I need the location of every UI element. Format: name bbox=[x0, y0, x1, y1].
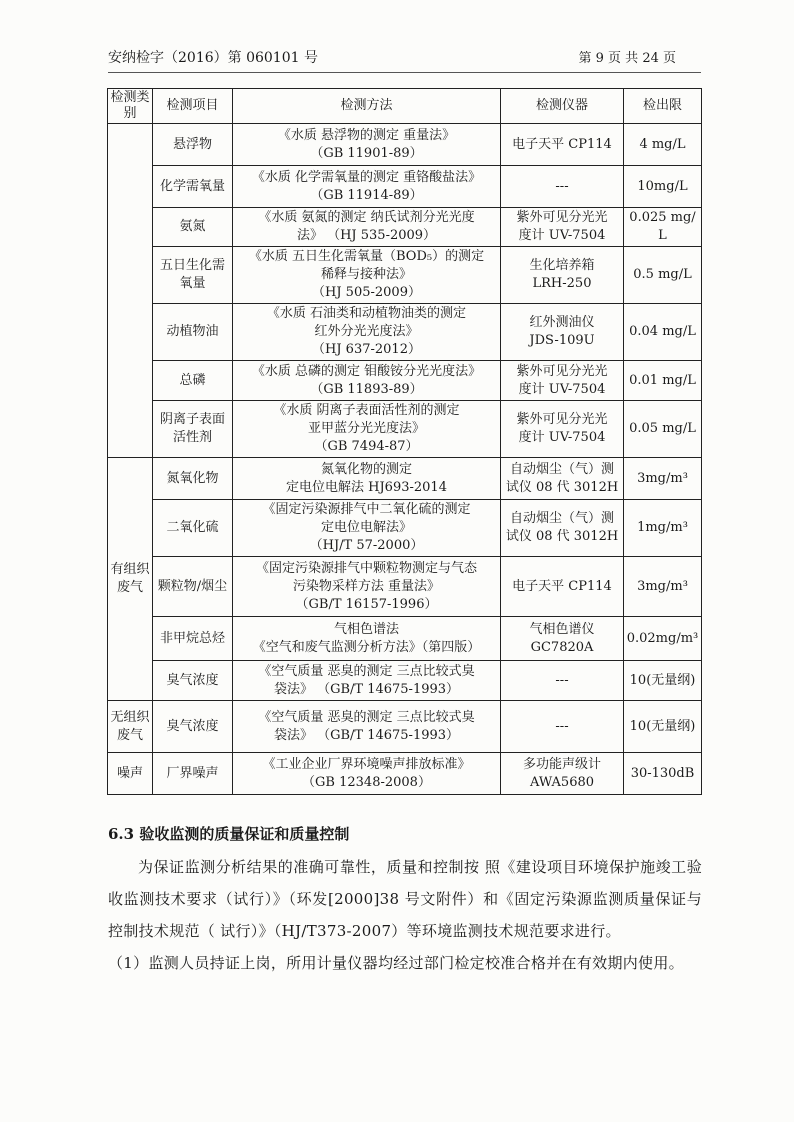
instrument-line: 度计 UV-7504 bbox=[518, 430, 606, 445]
method-line: （GB 7494-87） bbox=[314, 439, 419, 454]
item-cell: 阴离子表面活性剂 bbox=[153, 401, 233, 458]
instrument-line: 气相色谱仪 bbox=[529, 621, 595, 637]
table-body bbox=[108, 124, 702, 795]
instrument-cell bbox=[501, 361, 624, 401]
limit-cell: 4 mg/L bbox=[624, 124, 702, 166]
method-cell bbox=[233, 701, 501, 753]
method-line: （GB 12348-2008） bbox=[302, 774, 431, 790]
paragraph: 为保证监测分析结果的准确可靠性，质量和控制按 照《建设项目环境保护施竣工验收监测技术要求（试行）》（环发[2000]38 号文附件）和《固定污染源监测质量保证与控制技术规范（ 试行）》（HJ/T373-2007）等环境监测技术规范要求进行。 bbox=[108, 858, 702, 940]
limit-cell: 1mg/m³ bbox=[624, 500, 702, 557]
method-line: 污染物采样方法 重量法》 bbox=[292, 578, 441, 594]
instrument-line: LRH-250 bbox=[532, 276, 592, 291]
method-line: （GB 11901-89） bbox=[310, 145, 423, 161]
table-row bbox=[108, 304, 702, 361]
method-cell bbox=[233, 361, 501, 401]
instrument-cell bbox=[501, 124, 624, 166]
method-cell bbox=[233, 304, 501, 361]
method-line: 《固定污染源排气中二氧化硫的测定 bbox=[262, 502, 471, 517]
item-cell: 动植物油 bbox=[153, 304, 233, 361]
method-line: 《空气和废气监测分析方法》（第四版） bbox=[252, 639, 481, 655]
header-item: 检测项目 bbox=[153, 89, 233, 124]
method-line: （HJ 505-2009） bbox=[312, 285, 421, 300]
instrument-cell bbox=[501, 500, 624, 557]
instrument-line: --- bbox=[555, 178, 569, 194]
method-line: 亚甲蓝分光光度法》 bbox=[307, 421, 425, 436]
instrument-line: 紫外可见分光光 bbox=[516, 363, 608, 379]
method-line: 定电位电解法》 bbox=[320, 520, 412, 535]
limit-cell: 0.02mg/m³ bbox=[624, 617, 702, 661]
method-line: 《水质 氨氮的测定 纳氏试剂分光光度 bbox=[258, 210, 475, 225]
item-cell: 颗粒物/烟尘 bbox=[153, 557, 233, 617]
limit-cell: 30-130dB bbox=[624, 753, 702, 795]
instrument-line: 度计 UV-7504 bbox=[518, 381, 606, 397]
method-line: 《水质 悬浮物的测定 重量法》 bbox=[277, 127, 456, 143]
item-cell: 总磷 bbox=[153, 361, 233, 401]
instrument-line: 度计 UV-7504 bbox=[518, 228, 606, 243]
method-line: 《水质 阴离子表面活性剂的测定 bbox=[273, 403, 460, 418]
header-limit: 检出限 bbox=[624, 89, 702, 124]
instrument-cell bbox=[501, 661, 624, 701]
table-row bbox=[108, 753, 702, 795]
method-line: （GB 11893-89） bbox=[310, 381, 423, 397]
limit-cell: 10(无量纲) bbox=[624, 661, 702, 701]
detection-methods-table bbox=[107, 88, 702, 795]
instrument-cell bbox=[501, 304, 624, 361]
method-line: 《水质 石油类和动植物油类的测定 bbox=[266, 306, 467, 321]
instrument-line: 紫外可见分光光 bbox=[516, 412, 608, 427]
method-cell bbox=[233, 208, 501, 247]
method-line: 《水质 化学需氧量的测定 重铬酸盐法》 bbox=[251, 169, 482, 185]
header-instrument: 检测仪器 bbox=[501, 89, 624, 124]
table-row bbox=[108, 124, 702, 166]
item-cell: 氮氧化物 bbox=[153, 458, 233, 500]
instrument-cell bbox=[501, 701, 624, 753]
method-line: 气相色谱法 bbox=[333, 621, 399, 637]
method-line: 稀释与接种法》 bbox=[320, 267, 412, 282]
limit-cell: 0.025 mg/L bbox=[624, 208, 702, 247]
instrument-line: 自动烟尘（气）测 bbox=[509, 511, 614, 526]
instrument-line: --- bbox=[555, 672, 569, 688]
instrument-cell bbox=[501, 247, 624, 304]
method-line: 《工业企业厂界环境噪声排放标准》 bbox=[262, 756, 471, 772]
limit-cell: 3mg/m³ bbox=[624, 557, 702, 617]
table-header-row bbox=[108, 89, 702, 124]
method-line: 《空气质量 恶臭的测定 三点比较式臭 bbox=[258, 663, 475, 679]
paragraph: （1）监测人员持证上岗，所用计量仪器均经过部门检定校准合格并在有效期内使用。 bbox=[108, 954, 684, 972]
instrument-line: 生化培养箱 bbox=[529, 258, 595, 273]
item-cell: 化学需氧量 bbox=[153, 166, 233, 208]
instrument-line: 电子天平 CP114 bbox=[512, 136, 612, 152]
category-cell: 有组织废气 bbox=[108, 458, 153, 701]
table-row bbox=[108, 458, 702, 500]
method-line: 氮氧化物的测定 bbox=[320, 461, 412, 477]
method-line: 《固定污染源排气中颗粒物测定与气态 bbox=[255, 560, 477, 576]
method-line: 袋法》 （GB/T 14675-1993） bbox=[273, 727, 460, 743]
table-row bbox=[108, 401, 702, 458]
instrument-line: 红外测油仪 bbox=[529, 315, 595, 330]
category-cell bbox=[108, 124, 153, 458]
limit-cell: 3mg/m³ bbox=[624, 458, 702, 500]
method-line: 法》 （HJ 535-2009） bbox=[296, 228, 437, 243]
limit-cell: 0.05 mg/L bbox=[624, 401, 702, 458]
limit-cell: 10mg/L bbox=[624, 166, 702, 208]
header-method: 检测方法 bbox=[233, 89, 501, 124]
page-number: 第 9 页 共 24 页 bbox=[578, 51, 676, 66]
instrument-line: 试仪 08 代 3012H bbox=[505, 529, 619, 544]
section-body bbox=[108, 851, 702, 979]
method-cell bbox=[233, 617, 501, 661]
item-cell: 五日生化需氧量 bbox=[153, 247, 233, 304]
limit-cell: 0.04 mg/L bbox=[624, 304, 702, 361]
table-row bbox=[108, 361, 702, 401]
limit-cell: 0.5 mg/L bbox=[624, 247, 702, 304]
instrument-line: 电子天平 CP114 bbox=[512, 578, 612, 594]
instrument-line: 紫外可见分光光 bbox=[516, 210, 608, 225]
instrument-cell bbox=[501, 753, 624, 795]
item-cell: 臭气浓度 bbox=[153, 661, 233, 701]
section-title: 6.3 验收监测的质量保证和质量控制 bbox=[108, 825, 350, 843]
item-cell: 氨氮 bbox=[153, 208, 233, 247]
method-cell bbox=[233, 124, 501, 166]
method-line: 袋法》 （GB/T 14675-1993） bbox=[273, 681, 460, 697]
instrument-cell bbox=[501, 458, 624, 500]
method-line: （HJ 637-2012） bbox=[312, 342, 421, 357]
method-cell bbox=[233, 166, 501, 208]
method-cell bbox=[233, 458, 501, 500]
instrument-line: 多功能声级计 bbox=[522, 756, 601, 772]
item-cell: 二氧化硫 bbox=[153, 500, 233, 557]
instrument-cell bbox=[501, 557, 624, 617]
header-category: 检测类别 bbox=[108, 89, 153, 124]
instrument-line: GC7820A bbox=[530, 639, 594, 655]
method-line: （HJ/T 57-2000） bbox=[309, 538, 424, 553]
instrument-cell bbox=[501, 401, 624, 458]
instrument-line: 自动烟尘（气）测 bbox=[509, 461, 614, 477]
method-line: 《水质 总磷的测定 钼酸铵分光光度法》 bbox=[251, 363, 482, 379]
method-line: 《空气质量 恶臭的测定 三点比较式臭 bbox=[258, 709, 475, 725]
method-cell bbox=[233, 753, 501, 795]
method-line: （GB 11914-89） bbox=[310, 187, 423, 203]
instrument-cell bbox=[501, 208, 624, 247]
header-divider bbox=[108, 72, 701, 73]
table-row bbox=[108, 617, 702, 661]
method-cell bbox=[233, 661, 501, 701]
method-cell bbox=[233, 247, 501, 304]
method-line: 红外分光光度法》 bbox=[314, 324, 419, 339]
instrument-line: JDS-109U bbox=[529, 333, 595, 348]
item-cell: 厂界噪声 bbox=[153, 753, 233, 795]
item-cell: 悬浮物 bbox=[153, 124, 233, 166]
limit-cell: 0.01 mg/L bbox=[624, 361, 702, 401]
report-number: 安纳检字（2016）第 060101 号 bbox=[108, 50, 318, 66]
category-cell: 无组织废气 bbox=[108, 701, 153, 753]
table-row bbox=[108, 247, 702, 304]
table-row bbox=[108, 208, 702, 247]
table-row bbox=[108, 661, 702, 701]
method-cell bbox=[233, 401, 501, 458]
category-cell: 噪声 bbox=[108, 753, 153, 795]
instrument-cell bbox=[501, 166, 624, 208]
table-row bbox=[108, 701, 702, 753]
limit-cell: 10(无量纲) bbox=[624, 701, 702, 753]
method-line: （GB/T 16157-1996） bbox=[295, 596, 438, 612]
table-row bbox=[108, 166, 702, 208]
table-row bbox=[108, 557, 702, 617]
item-cell: 臭气浓度 bbox=[153, 701, 233, 753]
instrument-cell bbox=[501, 617, 624, 661]
instrument-line: --- bbox=[555, 718, 569, 734]
method-line: 定电位电解法 HJ693-2014 bbox=[286, 479, 447, 495]
method-line: 《水质 五日生化需氧量（BOD₅）的测定 bbox=[248, 249, 485, 264]
method-cell bbox=[233, 500, 501, 557]
item-cell: 非甲烷总烃 bbox=[153, 617, 233, 661]
table-row bbox=[108, 500, 702, 557]
instrument-line: 试仪 08 代 3012H bbox=[505, 479, 619, 495]
method-cell bbox=[233, 557, 501, 617]
instrument-line: AWA5680 bbox=[529, 774, 595, 790]
